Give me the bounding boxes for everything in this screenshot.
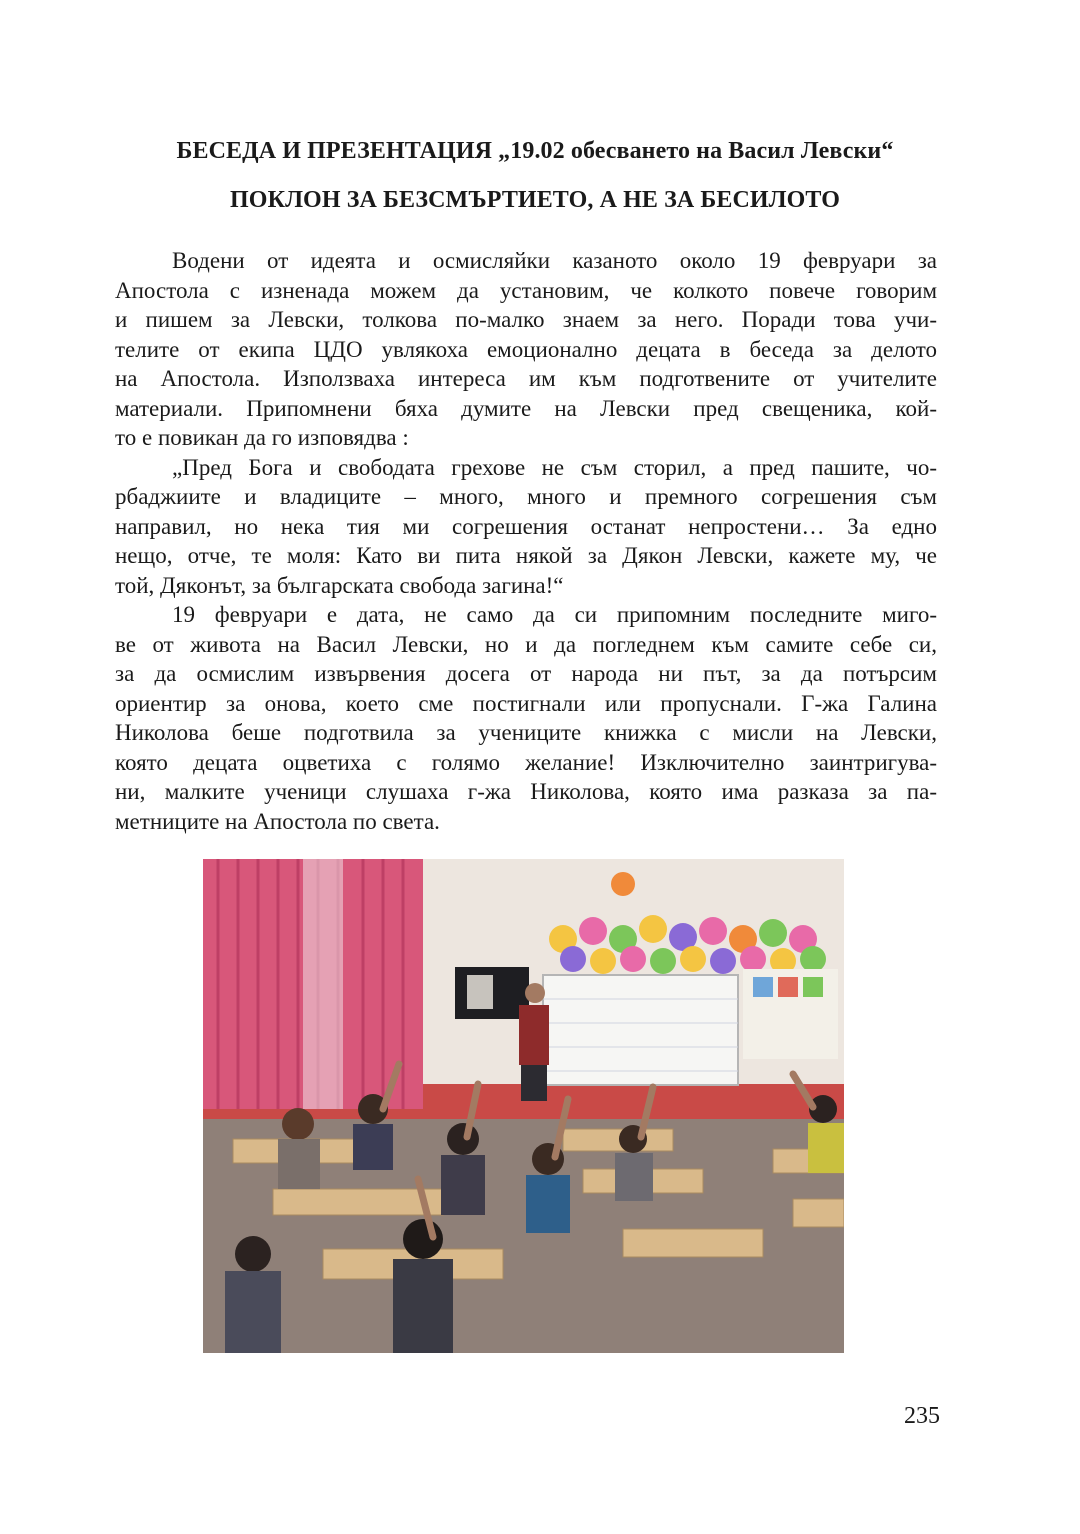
text-line: на Апостола. Използваха интереса им към подготвените от учителите xyxy=(115,366,937,391)
subtitle-heading: ПОКЛОН ЗА БЕЗСМЪРТИЕТО, А НЕ ЗА БЕСИЛОТО xyxy=(230,187,840,213)
page-number: 235 xyxy=(904,1403,940,1429)
text-line: метниците на Апостола по света. xyxy=(115,808,440,834)
text-line: материали. Припомнени бяха думите на Левски пред свещеника, кой- xyxy=(115,395,937,421)
classroom-photo-illustration xyxy=(203,859,844,1353)
text-line: за да осмислим извървения досега от народа ни път, за да потърсим xyxy=(115,661,937,686)
text-line: Водени от идеята и осмисляйки казаното около 19 февруари за xyxy=(172,248,937,273)
text-line: телите от екипа ЦДО увлякоха емоционално децата в беседа за делото xyxy=(115,336,937,362)
text-line: направил, но нека тия ми согрешения останат непростени… За едно xyxy=(115,513,937,539)
text-line: ориентир за онова, което сме постигнали или пропуснали. Г-жа Галина xyxy=(115,690,937,716)
text-line: 19 февруари е дата, не само да си припомним последните миго- xyxy=(172,602,937,627)
text-line: нещо, отче, те моля: Като ви пита някой за Дякон Левски, кажете му, че xyxy=(115,543,937,568)
paragraph-1 xyxy=(115,246,937,453)
text-line: Николова беше подготвила за учениците книжка с мисли на Левски, xyxy=(115,720,937,745)
text-line: ни, малките ученици слушаха г-жа Николова, която има разказа за па- xyxy=(115,779,937,804)
body-text xyxy=(115,246,937,836)
text-line: ве от живота на Васил Левски, но и да погледнем към самите себе си, xyxy=(115,631,937,657)
text-line: и пишем за Левски, толкова по-малко знаем за него. Поради това учи- xyxy=(115,307,937,332)
text-line: Апостола с изненада можем да установим, че колкото повече говорим xyxy=(115,277,937,303)
paragraph-3 xyxy=(115,600,937,836)
text-line: „Пред Бога и свободата грехове не съм сторил, а пред пашите, чо- xyxy=(172,454,937,480)
text-line: то е повикан да го изповядва : xyxy=(115,425,409,450)
text-line: той, Дяконът, за българската свобода загина!“ xyxy=(115,572,564,598)
paragraph-2-quote xyxy=(115,453,937,601)
title-heading: БЕСЕДА И ПРЕЗЕНТАЦИЯ „19.02 обесването на Васил Левски“ xyxy=(176,138,894,164)
text-line: която децата оцветиха с голямо желание! Изключително заинтригува- xyxy=(115,749,937,775)
classroom-photo xyxy=(203,859,844,1353)
text-line: рбаджиите и владиците – много, много и премного согрешения съм xyxy=(115,484,937,509)
